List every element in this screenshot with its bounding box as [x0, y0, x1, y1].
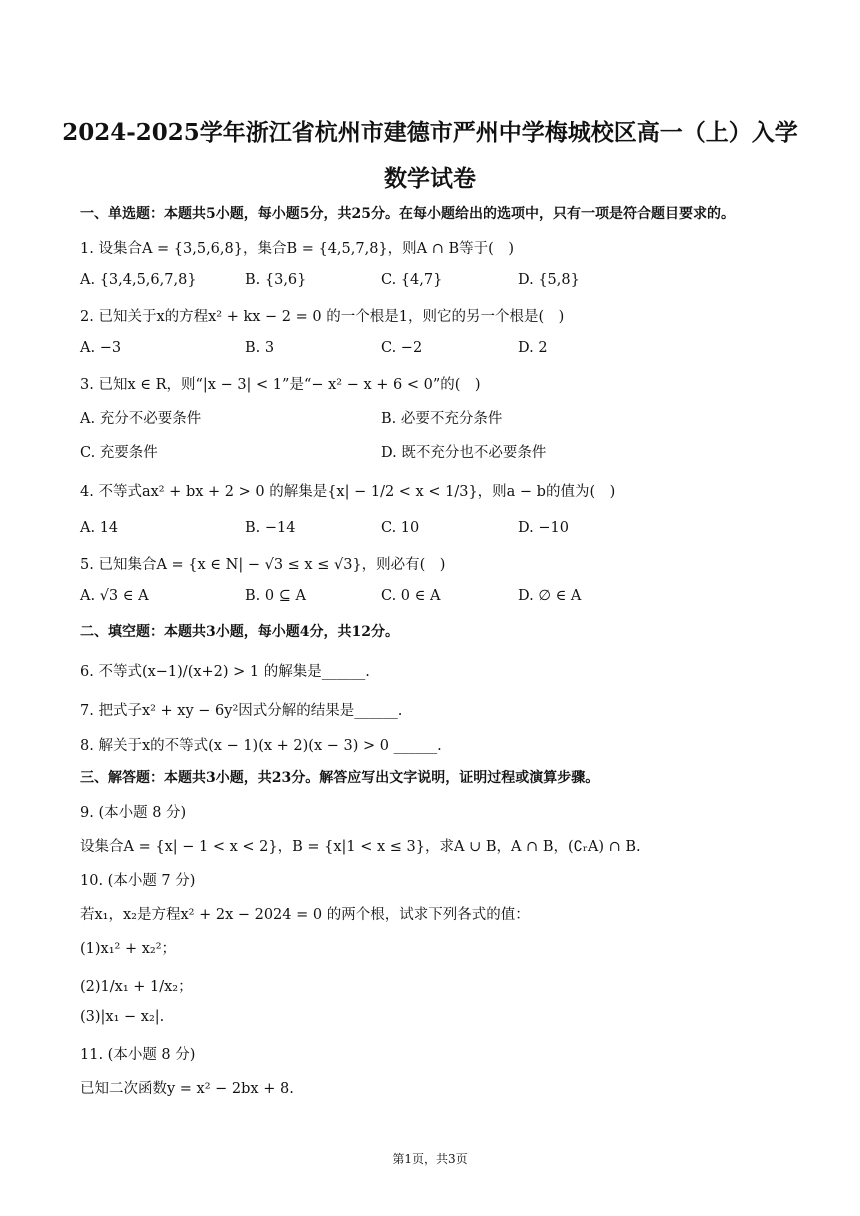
q4-option-d: D. −10	[518, 520, 569, 536]
exam-title-line2: 数学试卷	[384, 165, 476, 192]
q3-option-a: A. 充分不必要条件	[80, 411, 202, 427]
question-6: 6. 不等式(x−1)/(x+2) > 1 的解集是______.	[80, 664, 370, 680]
question-3-stem: 3. 已知x ∈ R，则“|x − 3| < 1”是“− x² − x + 6 < 0”的( )	[80, 377, 481, 393]
q1-option-d: D. {5,8}	[518, 272, 580, 288]
q3-option-c: C. 充要条件	[80, 445, 158, 461]
q5-option-a: A. √3 ∈ A	[80, 588, 149, 604]
question-10-part-3: (3)|x₁ − x₂|.	[80, 1009, 165, 1025]
q5-option-d: D. ∅ ∈ A	[518, 588, 582, 604]
q1-option-c: C. {4,7}	[381, 272, 443, 288]
question-10-part-1: (1)x₁² + x₂²；	[80, 941, 177, 957]
question-4-stem: 4. 不等式ax² + bx + 2 > 0 的解集是{x| − 1/2 < x < 1/3}，则a − b的值为( )	[80, 484, 616, 500]
question-11-head: 11. (本小题 8 分)	[80, 1047, 196, 1063]
question-10-body: 若x₁，x₂是方程x² + 2x − 2024 = 0 的两个根，试求下列各式的值：	[80, 907, 530, 923]
q3-option-b: B. 必要不充分条件	[381, 411, 503, 427]
exam-title-line1: 2024-2025学年浙江省杭州市建德市严州中学梅城校区高一（上）入学	[62, 119, 798, 146]
q4-option-a: A. 14	[80, 520, 119, 536]
section-single-choice: 一、单选题：本题共5小题，每小题5分，共25分。在每小题给出的选项中，只有一项是符合题目要求的。	[80, 206, 735, 222]
question-10-head: 10. (本小题 7 分)	[80, 873, 196, 889]
q5-option-b: B. 0 ⊆ A	[245, 588, 306, 604]
question-5-stem: 5. 已知集合A = {x ∈ N| − √3 ≤ x ≤ √3}，则必有( )	[80, 557, 446, 573]
question-8: 8. 解关于x的不等式(x − 1)(x + 2)(x − 3) > 0 ______.	[80, 738, 442, 754]
q2-option-c: C. −2	[381, 340, 423, 356]
question-7: 7. 把式子x² + xy − 6y²因式分解的结果是______.	[80, 703, 403, 719]
section-solution: 三、解答题：本题共3小题，共23分。解答应写出文字说明，证明过程或演算步骤。	[80, 770, 600, 786]
page-footer: 第1页，共3页	[392, 1152, 468, 1166]
question-9-body: 设集合A = {x| − 1 < x < 2}，B = {x|1 < x ≤ 3}，求A ∪ B，A ∩ B，(∁ᵣA) ∩ B.	[80, 839, 641, 855]
q2-option-a: A. −3	[80, 340, 122, 356]
question-9-head: 9. (本小题 8 分)	[80, 805, 187, 821]
question-11-body: 已知二次函数y = x² − 2bx + 8.	[80, 1081, 294, 1097]
q5-option-c: C. 0 ∈ A	[381, 588, 441, 604]
q1-option-a: A. {3,4,5,6,7,8}	[80, 272, 197, 288]
q3-option-d: D. 既不充分也不必要条件	[381, 445, 547, 461]
q1-option-b: B. {3,6}	[245, 272, 307, 288]
q4-option-c: C. 10	[381, 520, 420, 536]
q2-option-b: B. 3	[245, 340, 275, 356]
question-1-stem: 1. 设集合A = {3,5,6,8}，集合B = {4,5,7,8}，则A ∩ B等于( )	[80, 241, 514, 257]
question-2-stem: 2. 已知关于x的方程x² + kx − 2 = 0 的一个根是1，则它的另一个根是( )	[80, 309, 565, 325]
question-10-part-2: (2)1/x₁ + 1/x₂；	[80, 979, 193, 995]
section-fill-in: 二、填空题：本题共3小题，每小题4分，共12分。	[80, 624, 399, 640]
q4-option-b: B. −14	[245, 520, 296, 536]
q2-option-d: D. 2	[518, 340, 548, 356]
